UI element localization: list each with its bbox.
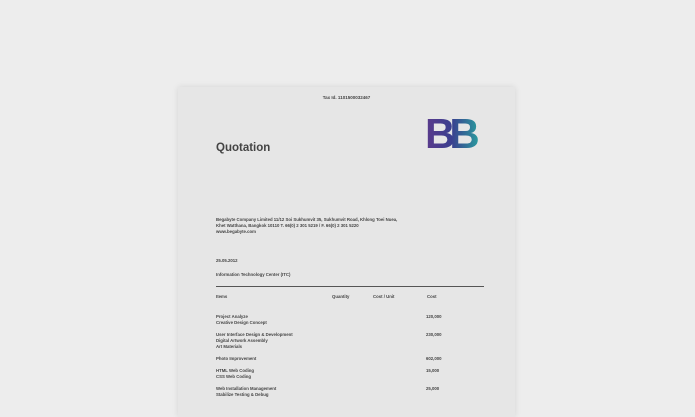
tax-id: Tax Id. 1101500032467 — [322, 95, 371, 100]
item-name: Digital Artwork Assembly — [216, 338, 268, 343]
row-cost: 120,000 — [426, 314, 442, 319]
item-name: Project Analyze — [216, 314, 248, 319]
row-cost: 25,000 — [426, 386, 440, 391]
column-header-quantity: Quantity — [332, 294, 350, 299]
company-line: Begabyte Company Limited 11/12 Soi Sukhumvit 35, Sukhumvit Road, Khlong Toei Nuea, — [216, 217, 398, 222]
row-cost: 602,000 — [426, 356, 442, 361]
quotation-paper — [178, 87, 515, 417]
client-name: Information Technology Center (ITC) — [216, 272, 291, 277]
row-cost: 15,000 — [426, 368, 440, 373]
row-items — [216, 332, 293, 350]
row-items — [216, 386, 276, 398]
item-name: Creative Design Concept — [216, 320, 267, 325]
column-header-cost: Cost — [427, 294, 437, 299]
logo-lettering: BB — [425, 117, 474, 151]
item-name: CSS Web Coding — [216, 374, 252, 379]
quotation-date: 25.05.2012 — [216, 258, 238, 263]
row-items — [216, 368, 254, 380]
bb-logo — [425, 117, 485, 151]
column-header-items: Items — [216, 294, 228, 299]
item-name: Stabilize Testing & Debug — [216, 392, 269, 397]
item-name: Web Installation Management — [216, 386, 277, 391]
item-name: Art Materials — [216, 344, 243, 349]
header-divider — [216, 286, 484, 287]
company-address — [216, 217, 486, 235]
row-cost: 230,000 — [426, 332, 442, 337]
item-name: HTML Web Coding — [216, 368, 255, 373]
item-name: Photo Improvement — [216, 356, 257, 361]
company-website: www.begabyte.com — [216, 229, 256, 234]
row-items — [216, 314, 267, 326]
item-name: User Interface Design & Development — [216, 332, 293, 337]
document-title: Quotation — [216, 142, 271, 154]
company-line: Khet Watthana, Bangkok 10110 T. 66(0) 2 301 5219 / F. 66(0) 2 301 5220 — [216, 223, 359, 228]
column-header-cost-unit: Cost / Unit — [373, 294, 395, 299]
row-items — [216, 356, 256, 362]
